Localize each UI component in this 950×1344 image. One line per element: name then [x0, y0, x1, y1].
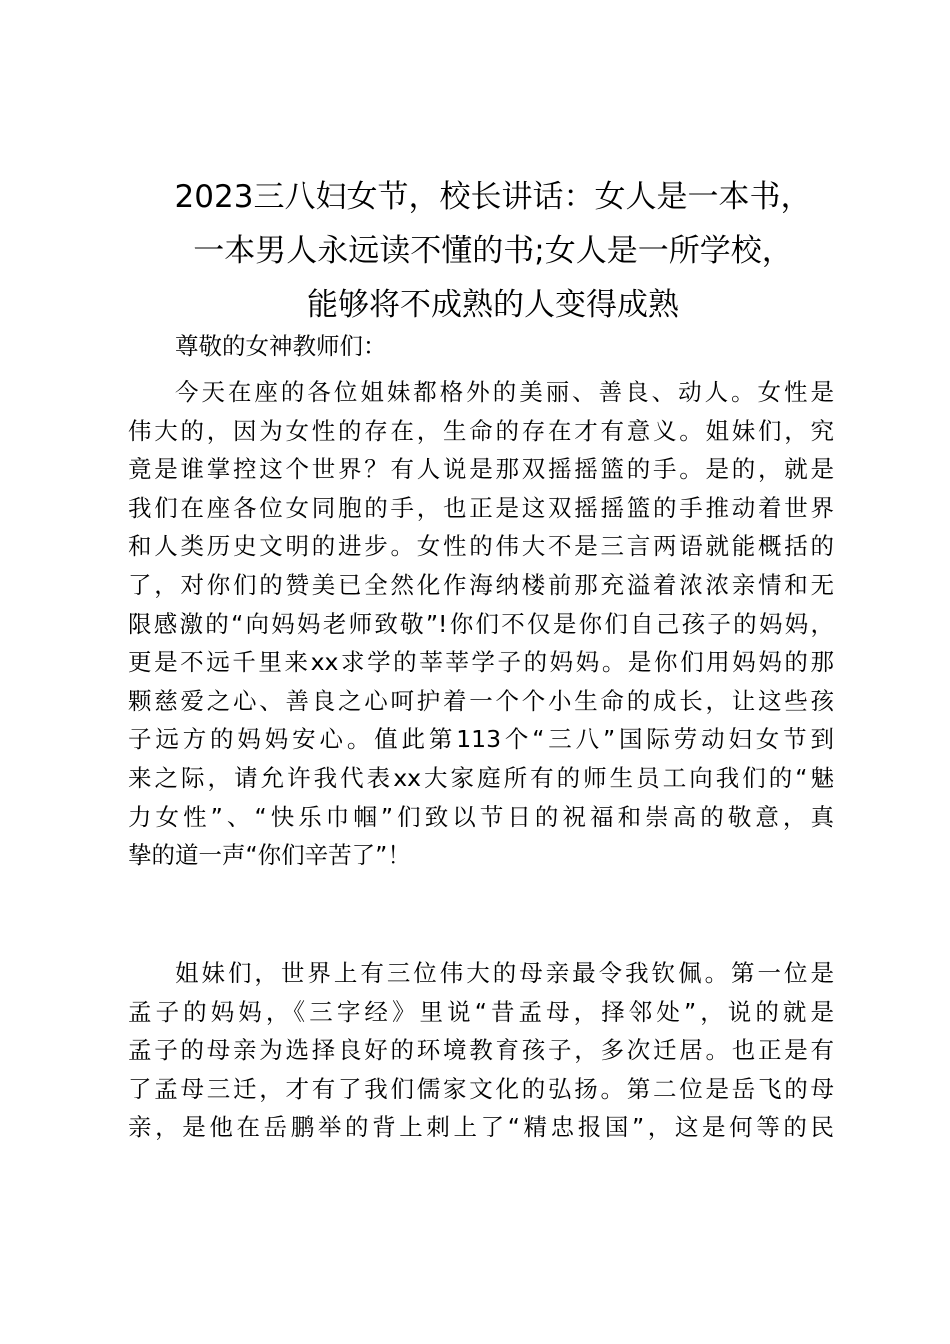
title-line: 能够将不成熟的人变得成熟 [307, 287, 679, 323]
paragraph-line: 和人类历史文明的进步。女性的伟大不是三言两语就能概括的 [128, 532, 834, 561]
greeting [128, 327, 834, 366]
title-line: 2023三八妇女节，校长讲话：女人是一本书， [174, 179, 812, 215]
paragraph-line: 颗慈爱之心、善良之心呵护着一个个小生命的成长，让这些孩 [128, 686, 834, 715]
paragraph-line: 了孟母三迁，才有了我们儒家文化的弘扬。第二位是岳飞的母 [128, 1074, 834, 1103]
paragraph-line: 今天在座的各位姐妹都格外的美丽、善良、动人。女性是 [175, 378, 834, 406]
paragraph-line: 限感激的“向妈妈老师致敬”!你们不仅是你们自己孩子的妈妈， [128, 609, 834, 638]
title-line: 一本男人永远读不懂的书;女人是一所学校， [193, 233, 793, 269]
paragraph-line: 竟是谁掌控这个世界？有人说是那双摇摇篮的手。是的，就是 [128, 455, 834, 484]
paragraph-line: 姐妹们，世界上有三位伟大的母亲最令我钦佩。第一位是 [175, 959, 834, 987]
paragraph-line: 孟子的母亲为选择良好的环境教育孩子，多次迁居。也正是有 [128, 1036, 834, 1065]
paragraph-line: 更是不远千里来xx求学的莘莘学子的妈妈。是你们用妈妈的那 [128, 648, 834, 677]
paragraph-1 [128, 373, 834, 875]
document-title [128, 170, 858, 332]
paragraph-line: 子远方的妈妈安心。值此第113个“三八”国际劳动妇女节到 [128, 725, 834, 754]
paragraph-line: 亲，是他在岳鹏举的背上刺上了“精忠报国”，这是何等的民 [128, 1113, 834, 1142]
paragraph-line: 我们在座各位女同胞的手，也正是这双摇摇篮的手推动着世界 [128, 493, 834, 522]
paragraph-line: 挚的道一声“你们辛苦了”！ [128, 841, 411, 870]
paragraph-line: 来之际，请允许我代表xx大家庭所有的师生员工向我们的“魅 [128, 763, 834, 792]
paragraph-line: 伟大的，因为女性的存在，生命的存在才有意义。姐妹们，究 [128, 416, 834, 445]
greeting-line: 尊敬的女神教师们： [175, 332, 387, 360]
paragraph-line: 力女性”、“快乐巾帼”们致以节日的祝福和崇高的敬意，真 [128, 802, 834, 831]
paragraph-line: 孟子的妈妈，《三字经》里说“昔孟母，择邻处”，说的就是 [128, 997, 834, 1026]
paragraph-line: 了，对你们的赞美已全然化作海纳楼前那充溢着浓浓亲情和无 [128, 570, 834, 599]
paragraph-2 [128, 954, 834, 1147]
